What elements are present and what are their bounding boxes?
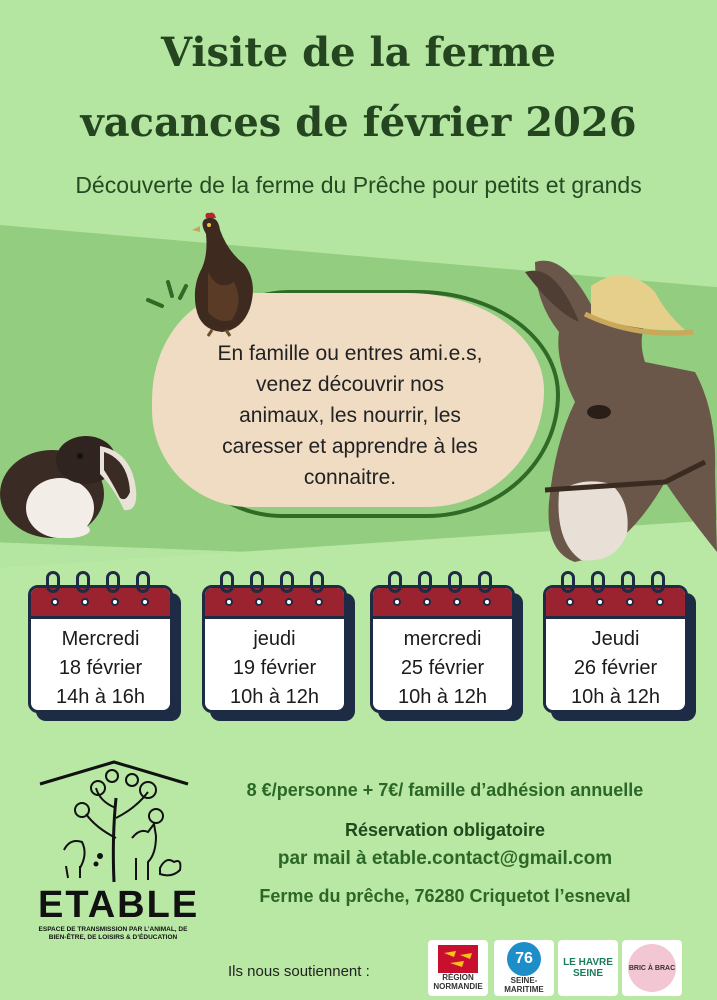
calendar-ring-icon — [250, 571, 264, 593]
calendar-body — [543, 585, 688, 713]
calendar-hole-icon — [51, 598, 59, 606]
calendar-hole-icon — [393, 598, 401, 606]
bubble-line: animaux, les nourrir, les — [239, 404, 461, 427]
calendar-hole-icon — [111, 598, 119, 606]
calendar-ring-icon — [310, 571, 324, 593]
calendar-hole-icon — [225, 598, 233, 606]
calendar-day: Jeudi — [591, 628, 640, 650]
calendar-body — [202, 585, 347, 713]
calendar-ring-icon — [561, 571, 575, 593]
calendar-hole-icon — [596, 598, 604, 606]
calendar-card — [543, 585, 688, 713]
organization-name: ETABLE — [38, 884, 200, 926]
logo-region-normandie — [428, 940, 488, 996]
bubble-line: caresser et apprendre à les — [222, 435, 478, 458]
calendar-day: Mercredi — [61, 628, 140, 650]
calendar-hole-icon — [423, 598, 431, 606]
logo-bric-a-brac — [622, 940, 682, 996]
logo-label: LE HAVRE SEINE — [563, 957, 613, 979]
bric-a-brac-label: BRIC À BRAC — [628, 944, 676, 992]
seine-maritime-mark: 76 — [507, 942, 541, 976]
address-text: Ferme du prêche, 76280 Criquetot l’esneval — [259, 886, 631, 906]
calendar-hours: 10h à 12h — [571, 686, 660, 708]
calendar-hole-icon — [626, 598, 634, 606]
calendar-hole-icon — [315, 598, 323, 606]
calendar-date: 19 février — [232, 657, 317, 679]
calendar-ring-icon — [106, 571, 120, 593]
calendar-card — [370, 585, 515, 713]
calendar-hole-icon — [483, 598, 491, 606]
calendar-ring-icon — [46, 571, 60, 593]
bubble-line: En famille ou entres ami.e.s, — [217, 342, 483, 365]
calendar-card — [28, 585, 173, 713]
reservation-contact[interactable]: par mail à etable.contact@gmail.com — [277, 848, 613, 869]
calendar-ring-icon — [478, 571, 492, 593]
logo-label: SEINE-MARITIME — [504, 976, 544, 994]
subtitle: Découverte de la ferme du Prêche pour petits et grands — [75, 172, 642, 198]
logo-label: RÉGION NORMANDIE — [433, 973, 483, 991]
calendar-hole-icon — [81, 598, 89, 606]
calendar-day: mercredi — [403, 628, 482, 650]
etable-logo-icon — [36, 758, 192, 886]
calendar-hours: 10h à 12h — [230, 686, 319, 708]
pricing-text: 8 €/personne + 7€/ famille d’adhésion annuelle — [246, 780, 644, 800]
normandie-flag-icon — [438, 945, 478, 973]
reservation-required: Réservation obligatoire — [344, 820, 546, 840]
calendar-hole-icon — [566, 598, 574, 606]
calendar-card — [202, 585, 347, 713]
calendar-ring-icon — [76, 571, 90, 593]
calendar-day: jeudi — [253, 628, 296, 650]
calendar-ring-icon — [280, 571, 294, 593]
calendar-ring-icon — [136, 571, 150, 593]
calendar-date: 18 février — [58, 657, 143, 679]
title-line-1: Visite de la ferme — [161, 29, 556, 76]
calendar-hole-icon — [255, 598, 263, 606]
hen-image — [178, 212, 258, 337]
calendar-body — [370, 585, 515, 713]
calendar-ring-icon — [220, 571, 234, 593]
calendar-body — [28, 585, 173, 713]
donkey-image — [515, 252, 717, 570]
speech-bubble-text — [185, 338, 515, 493]
calendar-ring-icon — [651, 571, 665, 593]
calendar-ring-icon — [448, 571, 462, 593]
calendar-hole-icon — [141, 598, 149, 606]
organization-tagline: ESPACE DE TRANSMISSION PAR L’ANIMAL, DE BIEN-ÊTRE, DE LOISIRS & D’ÉDUCATION — [38, 926, 188, 941]
calendar-ring-icon — [418, 571, 432, 593]
calendar-hole-icon — [656, 598, 664, 606]
calendar-ring-icon — [621, 571, 635, 593]
calendar-hole-icon — [285, 598, 293, 606]
bubble-line: venez découvrir nos — [256, 373, 444, 396]
bubble-line: connaitre. — [303, 466, 397, 489]
supporters-label: Ils nous soutiennent : — [228, 963, 370, 980]
calendar-ring-icon — [591, 571, 605, 593]
calendar-hours: 10h à 12h — [398, 686, 487, 708]
title-line-2: vacances de février 2026 — [80, 99, 637, 146]
calendar-ring-icon — [388, 571, 402, 593]
rabbit-image — [0, 418, 142, 542]
calendar-date: 25 février — [400, 657, 485, 679]
logo-seine-maritime — [494, 940, 554, 996]
logo-le-havre — [558, 940, 618, 996]
calendar-date: 26 février — [573, 657, 658, 679]
calendar-hole-icon — [453, 598, 461, 606]
calendar-hours: 14h à 16h — [56, 686, 145, 708]
